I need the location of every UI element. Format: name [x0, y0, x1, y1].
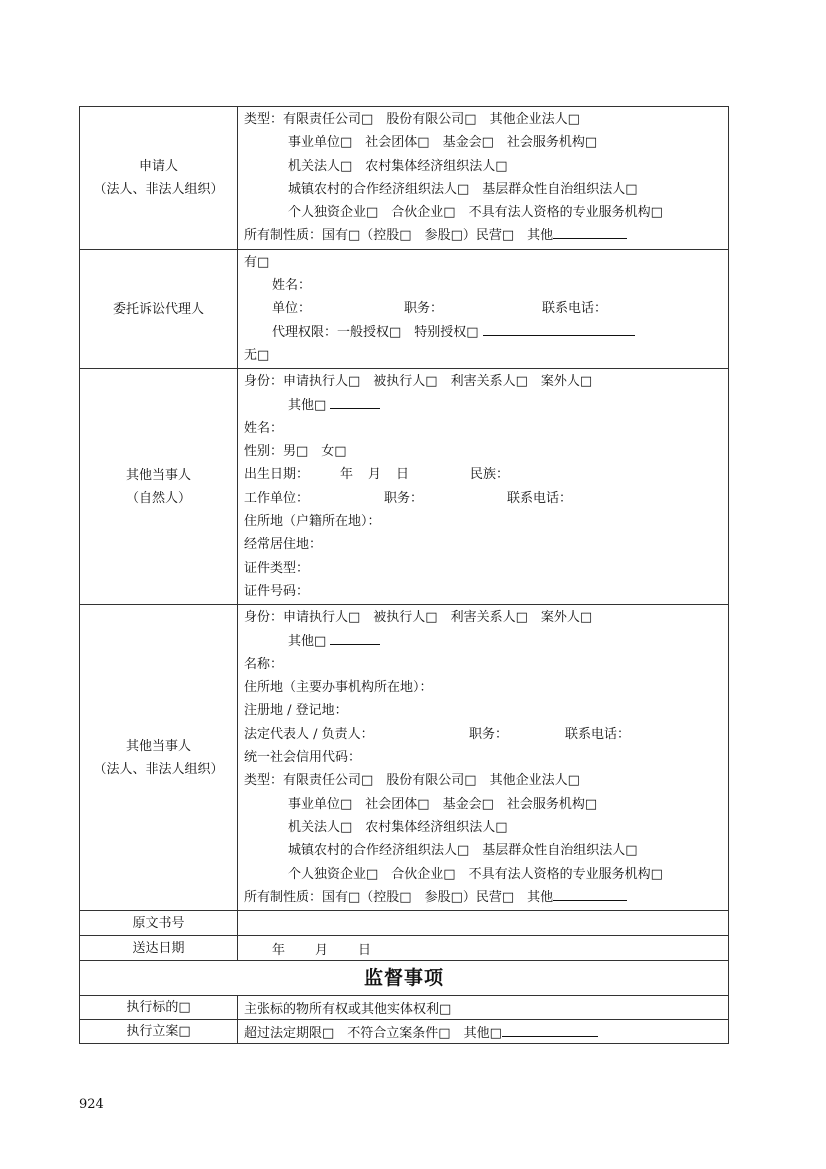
org-domicile: 住所地（主要办事机构所在地）： [244, 680, 433, 696]
person-duty: 职务： [384, 490, 424, 506]
birth-month: 月 [368, 467, 382, 483]
applicant-label-sub: （法人、非法人组织） [93, 181, 224, 197]
org-other-blank[interactable] [330, 630, 380, 645]
person-idno: 证件号码： [244, 583, 310, 599]
agent-content [238, 249, 729, 368]
served-month: 月 [315, 942, 329, 958]
orig-doc-label: 原文书号 [80, 911, 238, 936]
person-birth-line [244, 463, 724, 486]
org-type-line: 个人独资企业□ 合伙企业□ 不具有法人资格的专业服务机构□ [288, 866, 663, 882]
agent-none: 无□ [244, 347, 270, 363]
org-rep: 法定代表人 / 负责人： [244, 726, 374, 742]
execution-filing-label[interactable]: 执行立案□ [80, 1020, 238, 1044]
person-other-line [244, 394, 724, 417]
agent-unit-line [244, 297, 724, 320]
agent-duty: 职务： [404, 301, 444, 317]
person-domicile: 住所地（户籍所在地）： [244, 514, 381, 530]
birth-year: 年 [340, 467, 354, 483]
applicant-ownership-line [244, 224, 724, 247]
other-party-person-label-cell [80, 369, 238, 605]
served-day-wrap [328, 939, 371, 958]
agent-name: 姓名： [272, 278, 312, 294]
applicant-type-line: 个人独资企业□ 合伙企业□ 不具有法人资格的专业服务机构□ [288, 205, 663, 221]
served-month-wrap [285, 939, 328, 958]
org-type-line: 城镇农村的合作经济组织法人□ 基层群众性自治组织法人□ [288, 843, 638, 859]
served-date-value [238, 936, 729, 961]
execution-filing-row [80, 1020, 729, 1044]
agent-auth: 代理权限：一般授权□ 特别授权□ [272, 324, 479, 340]
other-party-org-label-cell [80, 605, 238, 911]
person-idtype: 证件类型： [244, 560, 310, 576]
agent-has: 有□ [244, 254, 270, 270]
other-party-person-content [238, 369, 729, 605]
orig-doc-row [80, 911, 729, 936]
person-birth: 出生日期： [244, 467, 310, 483]
org-other: 其他□ [288, 633, 327, 649]
applicant-type-line: 机关法人□ 农村集体经济组织法人□ [288, 158, 508, 174]
other-party-org-row [80, 605, 729, 911]
org-name: 名称： [244, 656, 284, 672]
org-ownership-line [244, 886, 724, 909]
birth-day: 日 [396, 467, 410, 483]
applicant-content [238, 107, 729, 250]
ownership-text: 所有制性质：国有□（控股□ 参股□）民营□ 其他 [244, 228, 554, 244]
person-work-line [244, 487, 724, 510]
execution-subject-label[interactable]: 执行标的□ [80, 996, 238, 1020]
person-other: 其他□ [288, 397, 327, 413]
person-other-blank[interactable] [330, 394, 380, 409]
form-table [79, 106, 729, 1044]
org-other-line [244, 630, 724, 653]
served-date-label: 送达日期 [80, 936, 238, 961]
served-date-row [80, 936, 729, 961]
served-day: 日 [358, 942, 372, 958]
execution-filing-text[interactable]: 超过法定期限□ 不符合立案条件□ 其他□ [244, 1026, 502, 1042]
org-ownership-blank[interactable] [553, 886, 627, 901]
agent-auth-blank[interactable] [483, 321, 635, 336]
other-party-person-row [80, 369, 729, 605]
org-reg: 注册地 / 登记地： [244, 703, 348, 719]
applicant-row [80, 107, 729, 250]
person-identity: 身份：申请执行人□ 被执行人□ 利害关系人□ 案外人□ [244, 374, 593, 390]
page-number: 924 [79, 1097, 104, 1112]
applicant-type-line: 事业单位□ 社会团体□ 基金会□ 社会服务机构□ [288, 135, 598, 151]
org-ownership-text: 所有制性质：国有□（控股□ 参股□）民营□ 其他 [244, 889, 554, 905]
org-identity: 身份：申请执行人□ 被执行人□ 利害关系人□ 案外人□ [244, 610, 593, 626]
org-type-line: 机关法人□ 农村集体经济组织法人□ [288, 819, 508, 835]
person-work: 工作单位： [244, 490, 310, 506]
person-phone: 联系电话： [507, 490, 573, 506]
section-title: 监督事项 [80, 961, 729, 996]
org-duty: 职务： [469, 726, 509, 742]
org-type-line: 类型：有限责任公司□ 股份有限公司□ 其他企业法人□ [244, 773, 580, 789]
agent-label: 委托诉讼代理人 [80, 249, 238, 368]
org-credit: 统一社会信用代码： [244, 750, 362, 766]
person-name: 姓名： [244, 420, 284, 436]
execution-subject-row [80, 996, 729, 1020]
org-rep-line [244, 723, 724, 746]
applicant-type-line: 类型：有限责任公司□ 股份有限公司□ 其他企业法人□ [244, 112, 580, 127]
other-party-org-content [238, 605, 729, 911]
person-gender: 性别：男□ 女□ [244, 444, 347, 460]
served-year-wrap [244, 939, 285, 958]
agent-phone: 联系电话： [542, 301, 608, 317]
orig-doc-value[interactable] [238, 911, 729, 936]
execution-filing-blank[interactable] [502, 1022, 598, 1037]
other-party-org-sub: （法人、非法人组织） [93, 761, 224, 777]
other-party-org-label: 其他当事人 [125, 738, 191, 754]
org-phone: 联系电话： [565, 726, 631, 742]
ownership-blank[interactable] [553, 224, 627, 239]
execution-subject-value[interactable]: 主张标的物所有权或其他实体权利□ [238, 996, 729, 1020]
applicant-label-cell [80, 107, 238, 250]
org-type-line: 事业单位□ 社会团体□ 基金会□ 社会服务机构□ [288, 796, 598, 812]
other-party-person-sub: （自然人） [125, 490, 191, 506]
agent-row [80, 249, 729, 368]
person-ethnic: 民族： [470, 467, 510, 483]
section-row [80, 961, 729, 996]
execution-filing-value [238, 1020, 729, 1044]
agent-auth-line [244, 321, 724, 344]
other-party-person-label: 其他当事人 [125, 467, 191, 483]
agent-unit: 单位： [272, 301, 312, 317]
applicant-label: 申请人 [138, 158, 178, 174]
applicant-type-line: 城镇农村的合作经济组织法人□ 基层群众性自治组织法人□ [288, 181, 638, 197]
served-year: 年 [272, 942, 286, 958]
person-residence: 经常居住地： [244, 537, 323, 553]
